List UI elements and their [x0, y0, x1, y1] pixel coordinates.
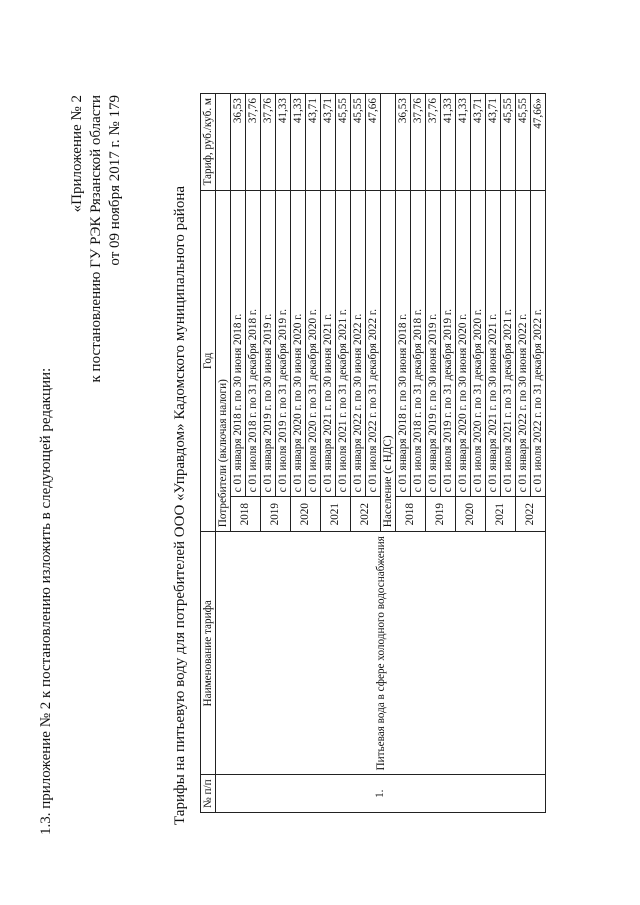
year-cell: 2022 — [351, 497, 381, 532]
price-cell: 37,76 — [246, 94, 261, 191]
period-cell: с 01 января 2022 г. по 30 июня 2022 г. — [351, 190, 366, 497]
header-year: Год — [201, 190, 216, 532]
price-cell: 47,66» — [531, 94, 546, 191]
intro-text: 1.3. приложение № 2 к постановлению изложить в следующей редакции: — [38, 367, 54, 835]
tariff-table — [200, 93, 546, 813]
price-cell: 37,76 — [426, 94, 441, 191]
year-cell: 2021 — [486, 497, 516, 532]
header-price: Тариф, руб./куб. м — [201, 94, 216, 191]
period-cell: с 01 июля 2021 г. по 31 декабря 2021 г. — [336, 190, 351, 497]
header-num: № п/п — [201, 775, 216, 813]
period-cell: с 01 января 2018 г. по 30 июня 2018 г. — [396, 190, 411, 497]
year-cell: 2020 — [291, 497, 321, 532]
period-cell: с 01 января 2021 г. по 30 июня 2021 г. — [486, 190, 501, 497]
period-cell: с 01 июля 2022 г. по 31 декабря 2022 г. — [531, 190, 546, 497]
appendix-block — [68, 95, 125, 382]
period-cell: с 01 января 2022 г. по 30 июня 2022 г. — [516, 190, 531, 497]
row-number: 1. — [216, 775, 546, 813]
table-header-row — [201, 94, 216, 813]
period-cell: с 01 июля 2019 г. по 31 декабря 2019 г. — [441, 190, 456, 497]
period-cell: с 01 июля 2020 г. по 31 декабря 2020 г. — [471, 190, 486, 497]
price-cell: 41,33 — [276, 94, 291, 191]
period-cell: с 01 января 2019 г. по 30 июня 2019 г. — [426, 190, 441, 497]
group-row — [216, 94, 231, 813]
price-cell: 45,55 — [351, 94, 366, 191]
header-name: Наименование тарифа — [201, 532, 216, 775]
period-cell: с 01 января 2021 г. по 30 июня 2021 г. — [321, 190, 336, 497]
price-cell: 45,55 — [516, 94, 531, 191]
price-cell: 43,71 — [471, 94, 486, 191]
price-cell: 41,33 — [291, 94, 306, 191]
price-cell: 45,55 — [336, 94, 351, 191]
period-cell: с 01 июля 2020 г. по 31 декабря 2020 г. — [306, 190, 321, 497]
price-cell: 37,76 — [411, 94, 426, 191]
table-title: Тарифы на питьевую воду для потребителей ООО «Управдом» Кадомского муниципального района — [172, 185, 188, 825]
group-label: Население (с НДС) — [381, 190, 396, 532]
period-cell: с 01 июля 2022 г. по 31 декабря 2022 г. — [366, 190, 381, 497]
period-cell: с 01 июля 2019 г. по 31 декабря 2019 г. — [276, 190, 291, 497]
appendix-line-1: «Приложение № 2 — [69, 95, 85, 213]
year-cell: 2020 — [456, 497, 486, 532]
year-cell: 2018 — [396, 497, 426, 532]
year-cell: 2019 — [426, 497, 456, 532]
period-cell: с 01 января 2018 г. по 30 июня 2018 г. — [231, 190, 246, 497]
price-cell: 36,53 — [396, 94, 411, 191]
tariff-name: Питьевая вода в сфере холодного водоснабжения — [216, 532, 546, 775]
year-cell: 2021 — [321, 497, 351, 532]
price-cell: 41,33 — [441, 94, 456, 191]
group-label: Потребители (включая налоги) — [216, 190, 231, 532]
price-cell: 47,66 — [366, 94, 381, 191]
price-cell: 45,55 — [501, 94, 516, 191]
group-price-cell — [216, 94, 231, 191]
year-cell: 2018 — [231, 497, 261, 532]
year-cell: 2022 — [516, 497, 546, 532]
tariff-table-body — [201, 94, 546, 813]
period-cell: с 01 января 2020 г. по 30 июня 2020 г. — [291, 190, 306, 497]
period-cell: с 01 января 2019 г. по 30 июня 2019 г. — [261, 190, 276, 497]
period-cell: с 01 июля 2021 г. по 31 декабря 2021 г. — [501, 190, 516, 497]
price-cell: 37,76 — [261, 94, 276, 191]
price-cell: 36,53 — [231, 94, 246, 191]
period-cell: с 01 июля 2018 г. по 31 декабря 2018 г. — [411, 190, 426, 497]
price-cell: 43,71 — [486, 94, 501, 191]
price-cell: 41,33 — [456, 94, 471, 191]
group-price-cell — [381, 94, 396, 191]
period-cell: с 01 июля 2018 г. по 31 декабря 2018 г. — [246, 190, 261, 497]
appendix-line-2: к постановлению ГУ РЭК Рязанской области — [88, 95, 104, 383]
year-cell: 2019 — [261, 497, 291, 532]
period-cell: с 01 января 2020 г. по 30 июня 2020 г. — [456, 190, 471, 497]
appendix-line-3: от 09 ноября 2017 г. № 179 — [107, 95, 123, 266]
price-cell: 43,71 — [321, 94, 336, 191]
price-cell: 43,71 — [306, 94, 321, 191]
